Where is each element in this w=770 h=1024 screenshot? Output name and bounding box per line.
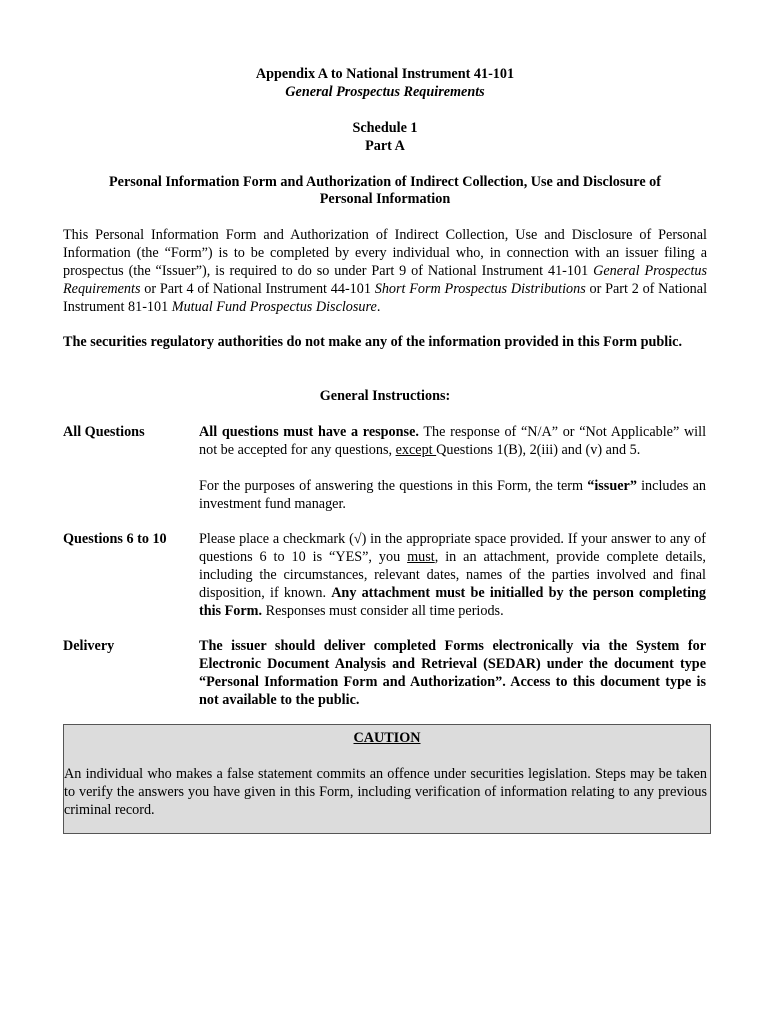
schedule-heading: Schedule 1 [352, 120, 418, 136]
issuer-definition-text: For the purposes of answering the questions in this Form, the term [199, 478, 588, 494]
questions-6-10-text: , in an attachment, provide complete details, including the circumstances, relevant dates, names of the parties involved and final disposition, if known. [199, 549, 706, 601]
caution-box [63, 724, 711, 834]
instrument-subtitle: General Prospectus Requirements [285, 84, 485, 100]
issuer-definition-tail: includes an investment fund manager. [199, 478, 707, 512]
must-underlined: must [407, 549, 435, 565]
instrument-41-101-name: General Prospectus Requirements [63, 263, 708, 297]
form-title-line1: Personal Information Form and Authorization of Indirect Collection, Use and Disclosure of [109, 174, 661, 190]
attachment-initial-notice: Any attachment must be initialled by the person completing this Form. [199, 585, 706, 619]
all-questions-tail: Questions 1(B), 2(iii) and (v) and 5. [436, 442, 641, 458]
issuer-term: “issuer” [587, 478, 637, 494]
questions-6-10-text: Responses must consider all time periods. [262, 603, 504, 619]
intro-text: This Personal Information Form and Authorization of Indirect Collection, Use and Disclosure of Personal Information (the “Form”) is to be completed by every individual who, in connection with an issuer filing a prospectus (the “Issuer”), is required to do so under Part 9 of National Instrument 41-101 [63, 227, 707, 279]
instrument-81-101-name: Mutual Fund Prospectus Disclosure [171, 299, 377, 315]
except-underlined: except [395, 442, 437, 458]
intro-text: or Part 2 of National Instrument 81-101 [63, 281, 708, 315]
all-questions-bold: All questions must have a response. [199, 424, 419, 440]
intro-paragraph [63, 226, 707, 316]
delivery-label: Delivery [63, 638, 115, 654]
intro-text: or Part 4 of National Instrument 44-101 [140, 281, 375, 297]
appendix-title: Appendix A to National Instrument 41-101 [255, 66, 515, 82]
questions-6-10-paragraph [199, 530, 706, 620]
caution-text: An individual who makes a false statement commits an offence under securities legislation. Steps may be taken to verify the answers you have given in this Form, including verification of information relating to any previous criminal record. [64, 766, 707, 818]
form-title-line2: Personal Information [319, 191, 451, 207]
instrument-44-101-name: Short Form Prospectus Distributions [374, 281, 586, 297]
general-instructions-heading: General Instructions: [319, 388, 451, 404]
all-questions-paragraph-2 [199, 477, 706, 513]
all-questions-paragraph-1 [199, 423, 706, 459]
all-questions-text: The response of “N/A” or “Not Applicable” will not be accepted for any questions, [199, 424, 707, 458]
caution-title: CAUTION [353, 730, 421, 746]
delivery-paragraph: The issuer should deliver completed Forms electronically via the System for Electronic Document Analysis and Retrieval (SEDAR) under the document type “Personal Information Form and Authorization”. Access to this document type is not available to the public. [199, 638, 706, 708]
part-heading: Part A [365, 138, 405, 154]
questions-6-10-label: Questions 6 to 10 [63, 531, 167, 547]
questions-6-10-text: Please place a checkmark (√) in the appropriate space provided. If your answer to any of questions 6 to 10 is “YES”, you [199, 531, 706, 565]
public-notice: The securities regulatory authorities do not make any of the information provided in this Form public. [63, 334, 682, 350]
intro-text: . [376, 299, 381, 315]
all-questions-label: All Questions [63, 424, 145, 440]
